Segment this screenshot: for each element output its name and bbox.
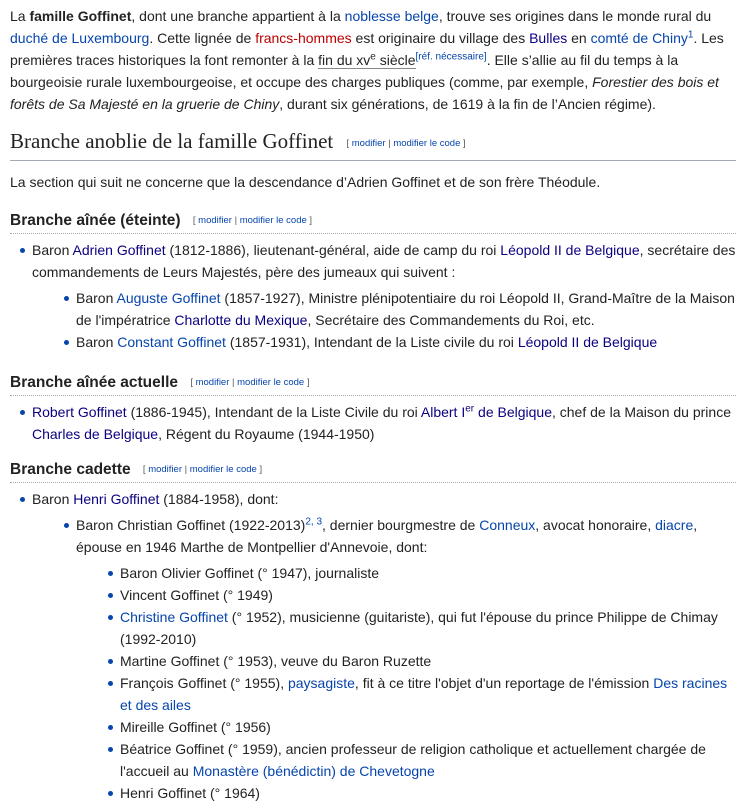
- link-duche-luxembourg[interactable]: duché de Luxembourg: [10, 30, 150, 46]
- link-adrien-goffinet[interactable]: Adrien Goffinet: [72, 242, 166, 258]
- edit-links: [ modifier | modifier le code ]: [190, 377, 310, 388]
- link-leopold-ii[interactable]: Léopold II de Belgique: [500, 242, 640, 258]
- section-heading-branche-anoblie: Branche anoblie de la famille Goffinet [ modifier | modifier le code ]: [10, 127, 736, 161]
- edit-button[interactable]: modifier: [351, 138, 386, 149]
- subheading-branche-cadette: Branche cadette [ modifier | modifier le code ]: [10, 459, 736, 483]
- ref-2-3[interactable]: 2, 3: [305, 516, 323, 528]
- sublist-jumeaux: [32, 287, 736, 353]
- edit-code-button[interactable]: modifier le code: [189, 464, 257, 475]
- edit-button[interactable]: modifier: [198, 215, 232, 226]
- edit-code-button[interactable]: modifier le code: [237, 377, 305, 388]
- list-item: Mireille Goffinet (° 1956): [98, 716, 736, 738]
- list-item: Baron Olivier Goffinet (° 1947), journaliste: [98, 562, 736, 584]
- list-branche-actuelle: [10, 401, 736, 445]
- sublist-christian: [32, 514, 736, 804]
- family-name-bold: famille Goffinet: [29, 8, 132, 24]
- link-charles-de-belgique[interactable]: Charles de Belgique: [32, 426, 159, 442]
- list-item: Henri Goffinet (° 1964): [98, 782, 736, 804]
- link-auguste-goffinet[interactable]: Auguste Goffinet: [116, 290, 221, 306]
- link-diacre[interactable]: diacre: [655, 517, 694, 533]
- link-charlotte-mexique[interactable]: Charlotte du Mexique: [174, 312, 308, 328]
- link-albert-i[interactable]: Albert Ier de Belgique: [420, 403, 552, 420]
- link-bulles[interactable]: Bulles: [529, 30, 568, 46]
- link-christine-goffinet[interactable]: Christine Goffinet: [120, 609, 228, 625]
- link-henri-goffinet[interactable]: Henri Goffinet: [73, 491, 160, 507]
- list-item: Robert Goffinet (1886-1945), Intendant de la Liste Civile du roi Albert Ier de Belgique, chef de la Maison du prince Charles de Belgique, Régent du Royaume (1944-1950): [10, 401, 736, 445]
- link-comte-chiny[interactable]: comté de Chiny: [590, 30, 688, 46]
- section-intro: La section qui suit ne concerne que la descendance d’Adrien Goffinet et de son frère Théodule.: [10, 174, 601, 190]
- sublist-children: [76, 562, 736, 804]
- link-des-racines-et-des-ailes[interactable]: Des racines et des ailes: [120, 675, 728, 713]
- ref-necessaire[interactable]: [réf. nécessaire]: [415, 51, 487, 63]
- list-branche-cadette: [10, 488, 736, 804]
- link-leopold-ii[interactable]: Léopold II de Belgique: [517, 334, 658, 350]
- link-robert-goffinet[interactable]: Robert Goffinet: [32, 404, 127, 420]
- list-item: Vincent Goffinet (° 1949): [98, 584, 736, 606]
- list-item: Baron Adrien Goffinet (1812-1886), lieutenant-général, aide de camp du roi Léopold II de Belgique, secrétaire des commandements de Leurs Majestés, père des jumeaux qui suivent : Baron Auguste Goffinet (1857-1927), Ministre plénipotentiaire du roi Léopold II, Grand-Maître de la Maison de l'impératrice Charlotte du Mexique, Secrétaire des Commandements du Roi, etc. Baron Constant Goffinet (1857-1931), Intendant de la Liste civile du roi Léopold II de Belgique: [10, 239, 736, 353]
- list-item: Béatrice Goffinet (° 1959), ancien professeur de religion catholique et actuellement chargée de l'accueil au Monastère (bénédictin) de Chevetogne: [98, 738, 736, 782]
- link-constant-goffinet[interactable]: Constant Goffinet: [117, 334, 226, 350]
- list-branche-ainee: [10, 239, 736, 353]
- edit-links: [ modifier | modifier le code ]: [142, 464, 263, 475]
- edit-links: [ modifier | modifier le code ]: [346, 138, 466, 149]
- link-paysagiste[interactable]: paysagiste: [287, 675, 355, 691]
- edit-button[interactable]: modifier: [195, 377, 230, 388]
- list-item: Christine Goffinet (° 1952), musicienne (guitariste), qui fut l'épouse du prince Philippe de Chimay (1992-2010): [98, 606, 736, 650]
- list-item: Baron Henri Goffinet (1884-1958), dont: Baron Christian Goffinet (1922-2013)$^{2, 3}$, dernier bourgmestre de Conneux, avocat honoraire, diacre, épouse en 1946 Marthe de Montpellier d'Annevoie, dont: Baron Olivier Goffinet (° 1947), journaliste Vincent Goffinet (° 1949) Christine Goffinet (° 1952), musicienne (guitariste), qui fut l'épouse du prince Philippe de Chimay (1992-2010) Martine Goffinet (° 1953), veuve du Baron Ruzette François Goffinet (° 1955), paysagiste, fit à ce titre l'objet d'un reportage de l'émission Des racines et des ailes Mireille Goffinet (° 1956) Béatrice Goffinet (° 1959), ancien professeur de religion catholique et actuellement chargée de l'accueil au Monastère (bénédictin) de Chevetogne Henri Goffinet (° 1964): [10, 488, 736, 804]
- link-francs-hommes[interactable]: francs-hommes: [255, 30, 352, 46]
- list-item: Baron Christian Goffinet (1922-2013)$^{2, 3}$, dernier bourgmestre de Conneux, avocat honoraire, diacre, épouse en 1946 Marthe de Montpellier d'Annevoie, dont: Baron Olivier Goffinet (° 1947), journaliste Vincent Goffinet (° 1949) Christine Goffinet (° 1952), musicienne (guitariste), qui fut l'épouse du prince Philippe de Chimay (1992-2010) Martine Goffinet (° 1953), veuve du Baron Ruzette François Goffinet (° 1955), paysagiste, fit à ce titre l'objet d'un reportage de l'émission Des racines et des ailes Mireille Goffinet (° 1956) Béatrice Goffinet (° 1959), ancien professeur de religion catholique et actuellement chargée de l'accueil au Monastère (bénédictin) de Chevetogne Henri Goffinet (° 1964): [54, 514, 736, 804]
- edit-links: [ modifier | modifier le code ]: [192, 215, 313, 226]
- subheading-branche-ainee: Branche aînée (éteinte) [ modifier | modifier le code ]: [10, 210, 736, 234]
- link-fin-xv-siecle[interactable]: fin du $xv^e$ siècle: [318, 51, 416, 68]
- list-item: François Goffinet (° 1955), paysagiste, fit à ce titre l'objet d'un reportage de l'émission Des racines et des ailes: [98, 672, 736, 716]
- edit-button[interactable]: modifier: [148, 464, 182, 475]
- intro-paragraph: La famille Goffinet, dont une branche appartient à la noblesse belge, trouve ses origines dans le monde rural du duché de Luxembourg. Cette lignée de francs-hommes est originaire du village des Bulles en comté de Chiny$^1$. Les premières traces historiques la font remonter à la fin du $xv^e$ siècle[réf. nécessaire]. Elle s’allie au fil du temps à la bourgeoisie rurale luxembourgeoise, et occupe des charges publiques (comme, par exemple, Forestier des bois et forêts de Sa Majesté en la gruerie de Chiny, durant six générations, de 1619 à la fin de l’Ancien régime).: [10, 8, 724, 112]
- subheading-branche-ainee-actuelle: Branche aînée actuelle [ modifier | modifier le code ]: [10, 372, 736, 396]
- list-item: Baron Constant Goffinet (1857-1931), Intendant de la Liste civile du roi Léopold II de Belgique: [54, 331, 736, 353]
- list-item: Baron Auguste Goffinet (1857-1927), Ministre plénipotentiaire du roi Léopold II, Grand-Maître de la Maison de l'impératrice Charlotte du Mexique, Secrétaire des Commandements du Roi, etc.: [54, 287, 736, 331]
- link-monastere-chevetogne[interactable]: Monastère (bénédictin) de Chevetogne: [192, 763, 435, 779]
- edit-code-button[interactable]: modifier le code: [393, 138, 461, 149]
- link-noblesse-belge[interactable]: noblesse belge: [344, 8, 439, 24]
- edit-code-button[interactable]: modifier le code: [239, 215, 307, 226]
- ref-1[interactable]: 1: [687, 29, 694, 41]
- article-content: [0, 5, 746, 804]
- link-conneux[interactable]: Conneux: [479, 517, 536, 533]
- list-item: Martine Goffinet (° 1953), veuve du Baron Ruzette: [98, 650, 736, 672]
